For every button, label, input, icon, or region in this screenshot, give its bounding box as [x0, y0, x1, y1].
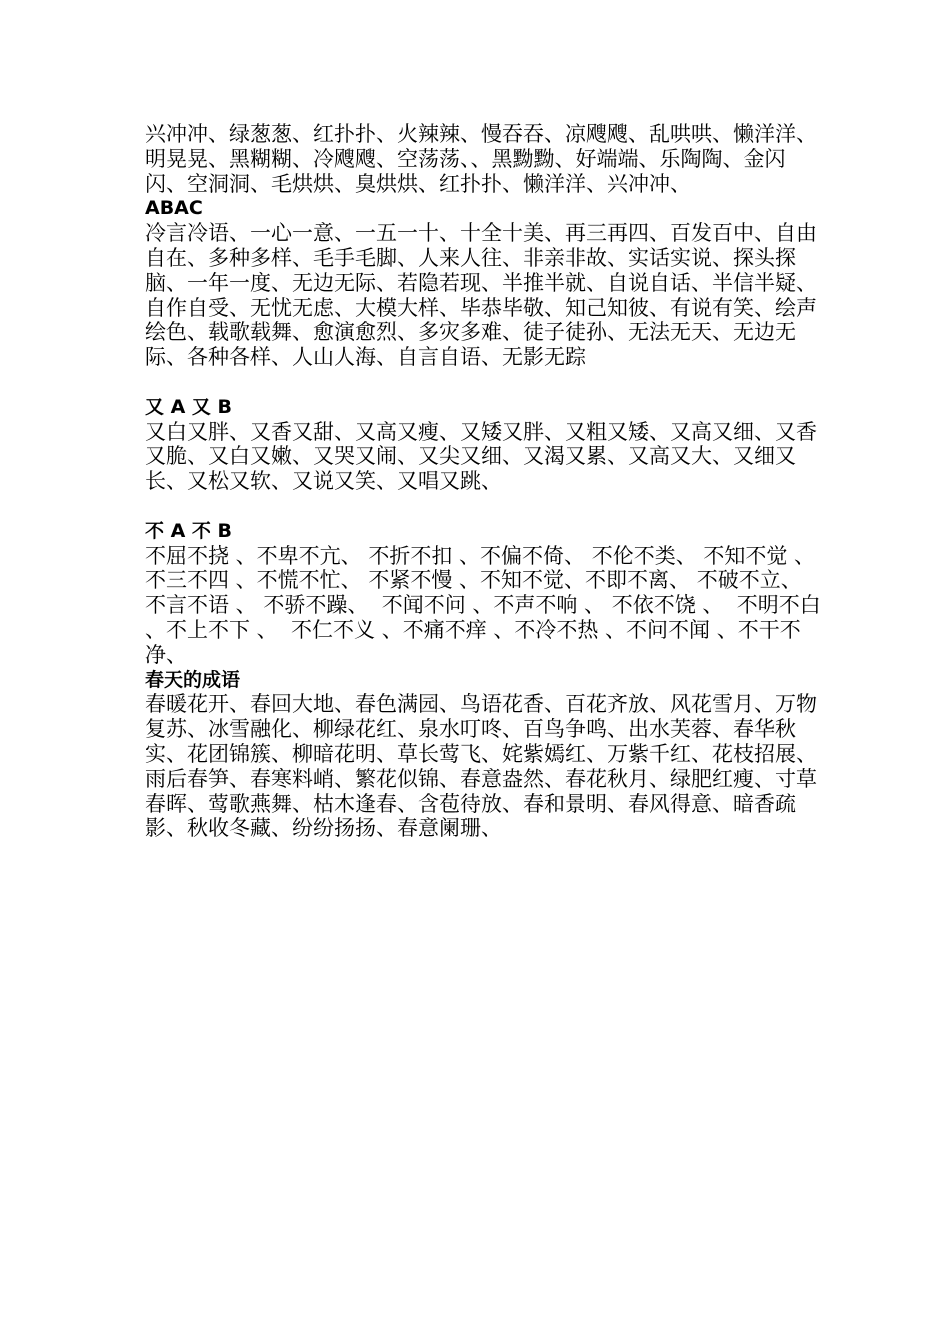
- section-spacer: [145, 370, 825, 395]
- spring-idioms-heading: 春天的成语: [145, 668, 241, 691]
- abac-heading: ABAC: [145, 197, 203, 220]
- you-a-you-b-idiom-list: 又白又胖、又香又甜、又高又瘦、又矮又胖、又粗又矮、又高又细、又香又脆、又白又嫩、又哭又闹、又尖又细、又渴又累、又高又大、又细又长、又松又软、又说又笑、又唱又跳、: [145, 419, 817, 494]
- aabb-idiom-list: 兴冲冲、绿葱葱、红扑扑、火辣辣、慢吞吞、凉飕飕、乱哄哄、懒洋洋、明晃晃、黑糊糊、冷飕飕、空荡荡、、黑黝黝、好端端、乐陶陶、金闪闪、空洞洞、毛烘烘、臭烘烘、红扑扑、懒洋洋、兴冲冲、: [145, 122, 817, 196]
- abac-idiom-list: 冷言冷语、一心一意、一五一十、十全十美、再三再四、百发百中、自由自在、多种多样、毛手毛脚、人来人往、非亲非故、实话实说、探头探脑、一年一度、无边无际、若隐若现、半推半就、自说自话、半信半疑、自作自受、无忧无虑、大模大样、毕恭毕敬、知己知彼、有说有笑、绘声绘色、载歌载舞、愈演愈烈、多灾多难、徒子徒孙、无法无天、无边无际、各种各样、人山人海、自言自语、无影无踪: [145, 221, 817, 370]
- document-page: [145, 122, 828, 841]
- bu-a-bu-b-heading: 不 A 不 B: [145, 519, 233, 542]
- section-spacer: [145, 494, 825, 519]
- spring-idiom-list: 春暖花开、春回大地、春色满园、鸟语花香、百花齐放、风花雪月、万物复苏、冰雪融化、柳绿花红、泉水叮咚、百鸟争鸣、出水芙蓉、春华秋实、花团锦簇、柳暗花明、草长莺飞、姹紫嫣红、万紫千红、花枝招展、雨后春笋、春寒料峭、繁花似锦、春意盎然、春花秋月、绿肥红瘦、寸草春晖、莺歌燕舞、枯木逢春、含苞待放、春和景明、春风得意、暗香疏影、秋收冬藏、纷纷扬扬、春意阑珊、: [145, 692, 817, 841]
- bu-a-bu-b-idiom-list: 不屈不挠 、不卑不亢、 不折不扣 、不偏不倚、 不伦不类、 不知不觉 、不三不四 、不慌不忙、 不紧不慢 、不知不觉、不即不离、 不破不立、 不言不语 、 不骄不躁、 不闻不问 、不声不响 、 不依不饶 、 不明不白 、不上不下 、 不仁不义 、不痛不痒 、不冷不热 、不问不闻 、不干不净、: [145, 543, 828, 667]
- you-a-you-b-heading: 又 A 又 B: [145, 395, 233, 418]
